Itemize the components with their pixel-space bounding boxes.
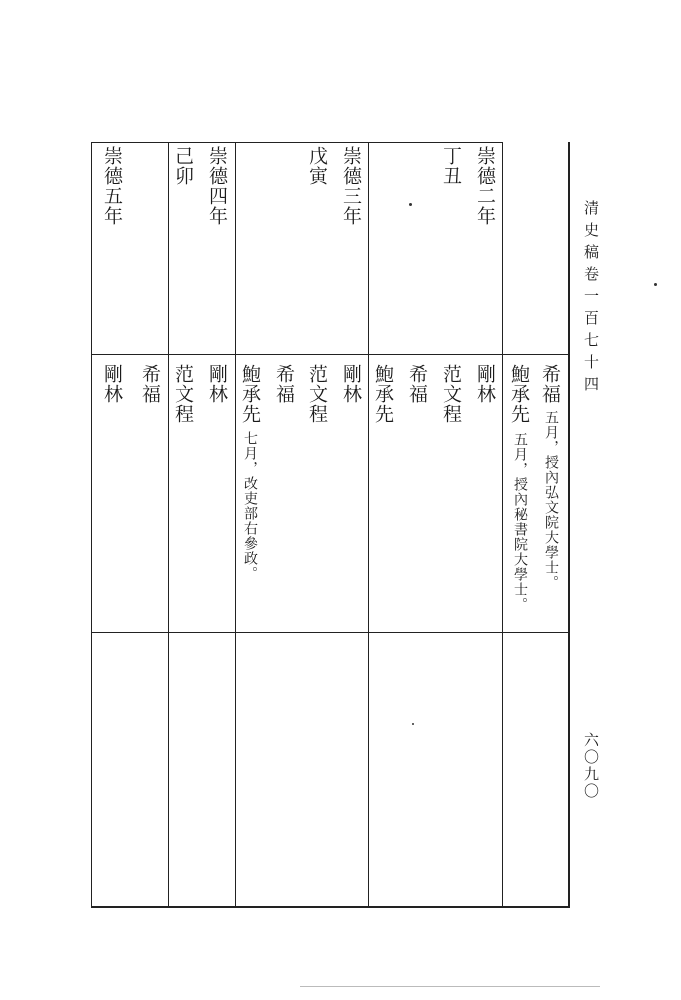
table-frame-top-border (91, 142, 502, 143)
year-heading: 崇德五年 (101, 146, 123, 226)
ganzhi-label: 戊寅 (306, 146, 328, 186)
official-name: 范文程 (440, 364, 462, 424)
appointment-note: 七月，改吏部右參政。 (242, 431, 258, 581)
book-title: 清史稿卷一百七十四 (582, 200, 600, 398)
scan-speck (654, 283, 657, 286)
column-divider (168, 142, 169, 907)
ganzhi-label: 丁丑 (440, 146, 462, 186)
column-divider (91, 142, 92, 907)
column-divider (368, 142, 369, 907)
scan-mark (300, 986, 600, 987)
table-frame-right-border (568, 142, 570, 907)
table-frame-bottom-border (91, 906, 570, 908)
official-name: 希福 (406, 364, 428, 404)
year-heading: 崇德四年 (206, 146, 228, 226)
ganzhi-label: 己卯 (172, 146, 194, 186)
official-name: 剛林 (340, 364, 362, 404)
official-name: 范文程 (172, 364, 194, 424)
official-name: 鮑承先 (508, 364, 530, 424)
official-name: 范文程 (306, 364, 328, 424)
official-name: 鮑承先 (372, 364, 394, 424)
official-name: 剛林 (101, 364, 123, 404)
column-divider (235, 142, 236, 907)
column-divider (502, 142, 503, 907)
official-name: 鮑承先 (239, 364, 261, 424)
official-name: 希福 (539, 364, 561, 404)
official-name: 剛林 (206, 364, 228, 404)
official-name: 剛林 (474, 364, 496, 404)
appointment-note: 五月，授內秘書院大學士。 (512, 432, 528, 612)
row-divider (91, 354, 568, 355)
year-heading: 崇德三年 (340, 146, 362, 226)
row-divider (91, 632, 568, 633)
scan-speck (412, 723, 414, 725)
official-name: 希福 (139, 364, 161, 404)
page-number: 六〇九〇 (582, 732, 600, 800)
official-name: 希福 (273, 364, 295, 404)
year-heading: 崇德二年 (474, 146, 496, 226)
appointment-note: 五月，授內弘文院大學士。 (543, 410, 559, 590)
scan-speck (409, 203, 412, 206)
